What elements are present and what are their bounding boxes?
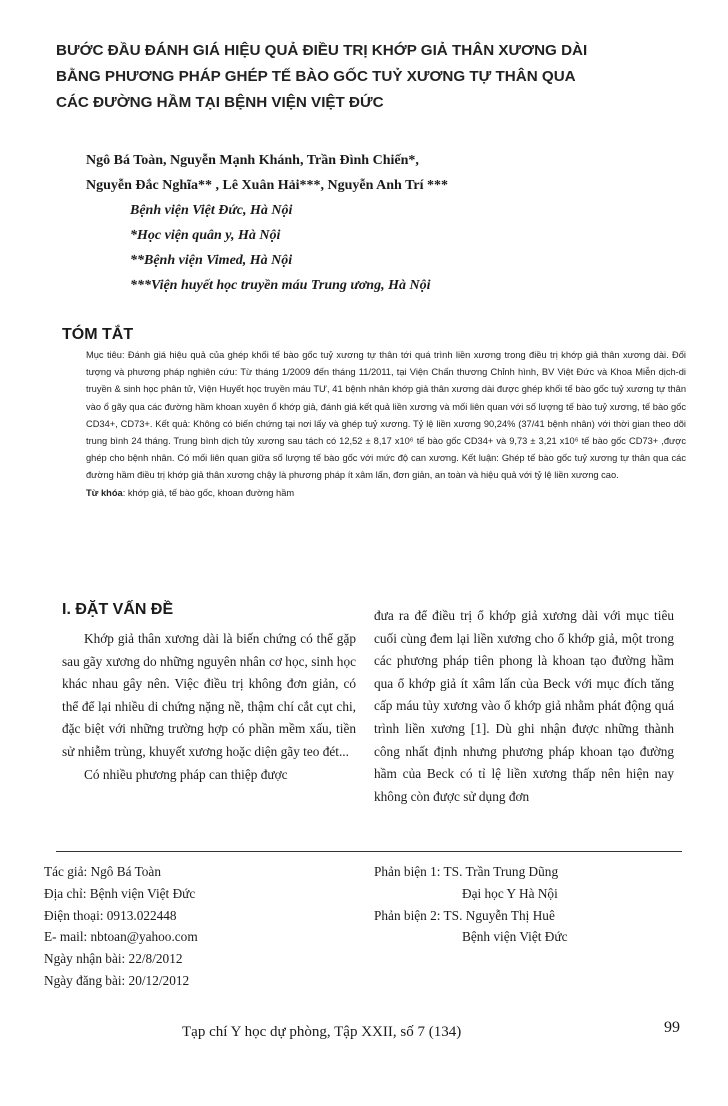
keywords-text: : khớp giả, tế bào gốc, khoan đường hầm xyxy=(122,487,295,498)
keywords-label: Từ khóa xyxy=(86,487,123,498)
footnote-divider xyxy=(56,851,682,852)
intro-paragraph-continued: đưa ra để điều trị ổ khớp giả xương dài với mục tiêu cuối cùng đem lại liền xương cho ổ khớp giả, một trong các phương pháp tiên phong là khoan tạo đường hầm qua ổ khớp giả ít xâm lấn của Beck với mục đích tăng cấp máu tủy xương vào ổ khớp giả nhằm phát động quá trình liền xương [1]. Dù ghi nhận được những thành công nhất định nhưng phương pháp khoan tạo đường hầm của Beck có tỉ lệ liền xương thấp nên hiện nay không còn được sử dụng đơn xyxy=(374,608,674,804)
contact-phone: Điện thoại: 0913.022448 xyxy=(44,907,177,923)
reviewer-info xyxy=(374,861,694,948)
affiliation-1: Bệnh viện Việt Đức, Hà Nội xyxy=(130,203,293,218)
date-received: Ngày nhận bài: 22/8/2012 xyxy=(44,951,183,967)
abstract-block xyxy=(86,347,686,502)
contact-info xyxy=(44,861,344,992)
reviewer-1-org: Đại học Y Hà Nội xyxy=(462,885,558,901)
intro-paragraph-2: Có nhiều phương pháp can thiệp được xyxy=(84,766,288,782)
title-line-2: BẰNG PHƯƠNG PHÁP GHÉP TẾ BÀO GỐC TUỶ XƯƠNG TỰ THÂN QUA xyxy=(56,68,576,85)
abstract-heading: TÓM TẮT xyxy=(62,326,134,343)
paper-title xyxy=(56,38,696,116)
title-line-3: CÁC ĐƯỜNG HẦM TẠI BỆNH VIỆN VIỆT ĐỨC xyxy=(56,94,384,111)
right-column xyxy=(374,605,674,808)
title-line-1: BƯỚC ĐẦU ĐÁNH GIÁ HIỆU QUẢ ĐIỀU TRỊ KHỚP GIẢ THÂN XƯƠNG DÀI xyxy=(56,42,588,59)
page-number: 99 xyxy=(664,1019,680,1036)
date-published: Ngày đăng bài: 20/12/2012 xyxy=(44,972,190,988)
intro-paragraph-1: Khớp giả thân xương dài là biến chứng có thể gặp sau gãy xương do những nguyên nhân cơ học, sinh học khác nhau gây nên. Việc điều trị không đơn giản, có thể để lại nhiều di chứng nặng nề, thậm chí cắt cụt chi, đặc biệt với những trường hợp có phần mềm xấu, tiền sử nhiễm trùng, khuyết xương hoặc diện gãy teo đét... xyxy=(62,631,356,759)
author-block xyxy=(86,148,686,298)
affiliation-3: **Bệnh viện Vimed, Hà Nội xyxy=(130,253,293,268)
journal-footer: Tạp chí Y học dự phòng, Tập XXII, số 7 (134) xyxy=(182,1024,462,1040)
reviewer-2-org: Bệnh viện Việt Đức xyxy=(462,929,568,945)
affiliation-2: *Học viện quân y, Hà Nội xyxy=(130,228,281,243)
keywords xyxy=(86,485,686,502)
reviewer-1-name: Phản biện 1: TS. Trần Trung Dũng xyxy=(374,864,559,879)
author-line-2: Nguyễn Đắc Nghĩa** , Lê Xuân Hải***, Nguyễn Anh Trí *** xyxy=(86,178,448,193)
section-heading: I. ĐẶT VẤN ĐỀ xyxy=(62,601,174,618)
left-column xyxy=(62,628,356,786)
author-line-1: Ngô Bá Toàn, Nguyễn Mạnh Khánh, Trần Đình Chiến*, xyxy=(86,153,419,168)
contact-author: Tác giả: Ngô Bá Toàn xyxy=(44,864,161,879)
reviewer-2-name: Phản biện 2: TS. Nguyễn Thị Huê xyxy=(374,907,555,923)
contact-address: Địa chỉ: Bệnh viện Việt Đức xyxy=(44,885,196,901)
abstract-body: Mục tiêu: Đánh giá hiệu quả của ghép khối tế bào gốc tuỷ xương tự thân tới quá trình liền xương trong điều trị khớp giả thân xương dài. Đối tượng và phương pháp nghiên cứu: Từ tháng 1/2009 đến tháng 11/2011, tại Viện Chấn thương Chỉnh hình, BV Việt Đức và Khoa Miễn dịch-di truyền & sinh học phân tử, Viện Huyết học truyền máu TƯ, 41 bệnh nhân khớp giả thân xương dài được ghép khối tế bào gốc tuỷ xương tự thân vào ổ gãy qua các đường hầm khoan xuyên ổ khớp giả, đánh giá kết quả liền xương và mối liên quan với số lượng tế bào tuỷ xương, tế bào gốc CD34+, CD73+. Kết quả: Không có biến chứng tại nơi lấy và ghép tuỷ xương. Tỷ lệ liền xương 90,24% (37/41 bệnh nhân) với thời gian theo dõi trung bình 24 tháng. Trung bình dịch tủy xương sau tách có 12,52 ± 8,17 x10⁶ tế bào gốc CD34+ và 9,73 ± 3,21 x10⁶ tế bào gốc CD73+ ,được ghép cho bệnh nhân. Có mối liên quan giữa số lượng tế bào gốc với mức độ can xương. Kết luận: Ghép tế bào gốc tuỷ xương tự thân qua các đường hầm điều trị khớp giả thân xương chậy là phương pháp ít xâm lấn, đơn giản, an toàn và hiệu quả với tỷ lệ liền xương cao. xyxy=(86,350,686,481)
affiliation-4: ***Viện huyết học truyền máu Trung ương, Hà Nội xyxy=(130,278,431,293)
contact-email: E- mail: nbtoan@yahoo.com xyxy=(44,929,198,945)
